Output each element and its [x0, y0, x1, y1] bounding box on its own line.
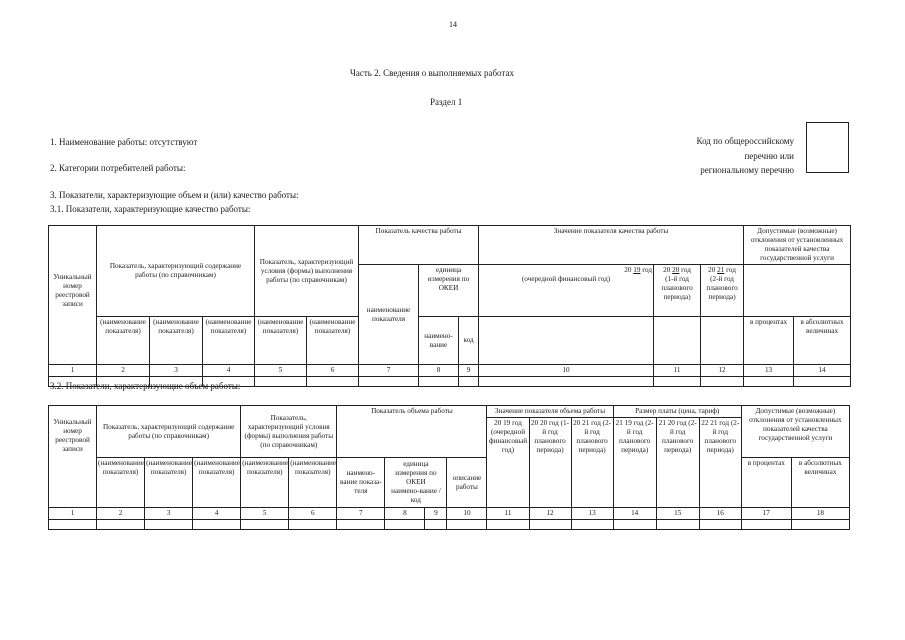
t2-column-number: 17	[741, 508, 791, 520]
t2-column-numbers-row	[49, 508, 850, 520]
t1-year2-prefix: 20	[663, 266, 671, 274]
t2-data-cell[interactable]	[447, 520, 487, 530]
t2-deviation-group-header: Допустимые (возможные) отклонения от установленных показателей качества государственной услуги	[749, 407, 842, 442]
volume-indicators-heading: 3.2. Показатели, характеризующие объем работы:	[50, 381, 241, 391]
t1-column-number: 3	[150, 365, 203, 377]
t2-data-cell[interactable]	[337, 520, 385, 530]
t1-unit-name-header: наимено-вание	[424, 331, 453, 349]
t1-sub-label: (наименование показателя)	[257, 318, 304, 335]
t1-data-cell[interactable]	[255, 377, 307, 387]
t1-year3-prefix: 20	[708, 266, 716, 274]
t1-year1-suffix: год	[642, 266, 653, 274]
t2-fee-year1: 21 19 год (2-й год планового периода)	[615, 419, 654, 454]
t2-in-absolute-header: в абсолютных величинах	[798, 459, 842, 476]
t1-column-number: 10	[479, 365, 654, 377]
t1-data-cell[interactable]	[203, 377, 255, 387]
t1-unit-code-header: код	[463, 336, 474, 344]
t1-year2-suffix: год	[681, 266, 691, 274]
code-label-line-3: региональному перечню	[700, 165, 794, 175]
t1-conditions-group-header: Показатель, характеризующий условия (формы) выполнения работы (по справочникам)	[259, 257, 354, 284]
t2-data-cell[interactable]	[791, 520, 849, 530]
t1-year1-value: 19	[633, 266, 641, 274]
t2-column-number: 7	[337, 508, 385, 520]
consumer-category-line: 2. Категории потребителей работы:	[50, 163, 186, 173]
t1-sub-label: (наименование показателя)	[205, 318, 252, 335]
t1-column-number: 1	[49, 365, 97, 377]
t2-sub-label: (наименование показателя)	[146, 459, 192, 476]
t2-column-number: 15	[656, 508, 699, 520]
t1-data-cell[interactable]	[97, 377, 150, 387]
t2-data-cell[interactable]	[97, 520, 145, 530]
t2-data-cell[interactable]	[49, 520, 97, 530]
t1-quality-group-header: Показатель качества работы	[375, 227, 462, 235]
t1-data-row	[49, 377, 851, 387]
t1-column-number: 7	[359, 365, 419, 377]
t2-data-cell[interactable]	[699, 520, 741, 530]
t2-fee-year3: 22 21 год (2-й год планового периода)	[701, 419, 740, 454]
t1-column-number: 12	[701, 365, 744, 377]
t1-year1-prefix: 20	[624, 266, 632, 274]
t2-fee-year2: 21 20 год (2-й год планового периода)	[658, 419, 697, 454]
t1-column-number: 13	[744, 365, 794, 377]
t1-in-percent-header: в процентах	[749, 318, 788, 326]
t2-value-year3: 20 21 год (2-й год планового периода)	[573, 419, 612, 454]
t1-sub-label: (наименование показателя)	[309, 318, 356, 335]
t2-work-description-header: описание работы	[452, 473, 482, 491]
t2-volume-group-header: Показатель объема работы	[371, 407, 453, 415]
t2-column-number: 12	[529, 508, 571, 520]
t1-in-absolute-header: в абсолютных величинах	[800, 318, 844, 335]
t1-data-cell[interactable]	[459, 377, 479, 387]
code-label-line-1: Код по общероссийскому	[696, 136, 794, 146]
t1-unit-okei-header: единица измерения по ОКЕИ	[427, 266, 470, 292]
t2-unit-okei-header: единица измерения по ОКЕИ	[395, 460, 437, 486]
t1-year3-note: (2-й год планового периода)	[706, 275, 738, 301]
t2-value-year2: 20 20 год (1-й год планового периода)	[531, 419, 570, 454]
t2-data-cell[interactable]	[241, 520, 289, 530]
t1-deviation-group-header: Допустимые (возможные) отклонения от установленных показателей качества государственной услуги	[750, 227, 844, 262]
t1-indicator-name-header: наименование показателя	[366, 305, 411, 323]
t2-data-cell[interactable]	[385, 520, 425, 530]
t2-column-number: 18	[791, 508, 849, 520]
t1-column-number: 2	[97, 365, 150, 377]
t1-column-number: 11	[654, 365, 701, 377]
t2-data-cell[interactable]	[487, 520, 529, 530]
page-number: 14	[449, 20, 457, 29]
t2-content-group-header: Показатель, характеризующий содержание работы (по справочникам)	[102, 422, 235, 440]
t2-sub-label: (наименование показателя)	[242, 459, 289, 476]
t1-data-cell[interactable]	[794, 377, 851, 387]
t2-column-number: 1	[49, 508, 97, 520]
t2-column-number: 6	[289, 508, 337, 520]
t2-column-number: 3	[145, 508, 193, 520]
t2-data-cell[interactable]	[571, 520, 613, 530]
t2-in-percent-header: в процентах	[747, 459, 785, 467]
t2-data-cell[interactable]	[613, 520, 656, 530]
t1-column-numbers-row	[49, 365, 851, 377]
t2-column-number: 11	[487, 508, 529, 520]
t2-conditions-group-header: Показатель, характеризующий условия (формы) выполнения работы (по справочникам)	[244, 413, 334, 449]
t1-year3-suffix: год	[726, 266, 736, 274]
t1-data-cell[interactable]	[359, 377, 419, 387]
t1-data-cell[interactable]	[419, 377, 459, 387]
code-label-line-2: перечню или	[744, 151, 794, 161]
section-title: Раздел 1	[430, 97, 463, 107]
work-name-line: 1. Наименование работы: отсутствуют	[50, 137, 198, 147]
t1-content-group-header: Показатель, характеризующий содержание работы (по справочникам)	[109, 262, 242, 279]
indicators-heading: 3. Показатели, характеризующие объем и (или) качество работы:	[50, 190, 299, 200]
t1-year1-note: (очередной финансовый год)	[521, 275, 611, 283]
t2-data-cell[interactable]	[529, 520, 571, 530]
t1-column-number: 6	[307, 365, 359, 377]
t2-sub-label: (наименование показателя)	[290, 459, 337, 476]
t2-column-number: 4	[193, 508, 241, 520]
t2-data-cell[interactable]	[425, 520, 447, 530]
t2-data-cell[interactable]	[193, 520, 241, 530]
t1-sub-label: (наименование показателя)	[153, 318, 199, 335]
t1-data-cell[interactable]	[49, 377, 97, 387]
t2-sub-label: (наименование показателя)	[98, 459, 144, 476]
t2-data-cell[interactable]	[741, 520, 791, 530]
t2-fee-group-header: Размер платы (цена, тариф)	[635, 407, 720, 415]
t2-column-number: 9	[425, 508, 447, 520]
t2-unique-number-header: Уникальный номер реестровой записи	[53, 417, 92, 453]
t1-data-cell[interactable]	[701, 377, 744, 387]
t2-unit-code-header: код	[410, 496, 421, 504]
t1-year2-value: 20	[672, 266, 680, 274]
t2-data-cell[interactable]	[145, 520, 193, 530]
t2-value-group-header: Значение показателя объема работы	[495, 407, 606, 415]
t1-column-number: 5	[255, 365, 307, 377]
t2-data-row	[49, 520, 850, 530]
t2-column-number: 2	[97, 508, 145, 520]
t2-column-number: 16	[699, 508, 741, 520]
t1-sub-label: (наименование показателя)	[100, 318, 146, 335]
t1-data-cell[interactable]	[744, 377, 794, 387]
t2-data-cell[interactable]	[656, 520, 699, 530]
t1-column-number: 8	[419, 365, 459, 377]
t2-column-number: 13	[571, 508, 613, 520]
part-title: Часть 2. Сведения о выполняемых работах	[350, 68, 514, 78]
t2-column-number: 10	[447, 508, 487, 520]
t2-indicator-name-header: наимено-вание показа-теля	[340, 469, 382, 495]
t1-unique-number-header: Уникальный номер реестровой записи	[53, 272, 92, 308]
t1-year2-note: (1-й год планового периода)	[661, 275, 693, 301]
t2-column-number: 5	[241, 508, 289, 520]
t2-data-cell[interactable]	[289, 520, 337, 530]
quality-table	[48, 225, 851, 387]
t2-sub-label: (наименование показателя)	[194, 459, 240, 476]
t1-data-cell[interactable]	[307, 377, 359, 387]
quality-indicators-heading: 3.1. Показатели, характеризующие качество работы:	[50, 204, 251, 214]
t1-column-number: 14	[794, 365, 851, 377]
registry-code-field[interactable]	[806, 122, 849, 173]
t2-unit-name-header: наимено-вание	[391, 487, 437, 495]
t1-data-cell[interactable]	[479, 377, 654, 387]
t2-value-year1: 20 19 год (очередной финансовый год)	[488, 419, 528, 454]
t2-column-number: 14	[613, 508, 656, 520]
t1-data-cell[interactable]	[150, 377, 203, 387]
t1-value-group-header: Значение показателя качества работы	[553, 227, 669, 235]
t1-column-number: 9	[459, 365, 479, 377]
t2-column-number: 8	[385, 508, 425, 520]
t1-year3-value: 21	[717, 266, 725, 274]
volume-table: Уникальный номер реестровой записи Показатель, характеризующий содержание работы (по справочникам) Показатель, характеризующий условия (формы) выполнения работы (по справочникам) Показатель объема работы Значение показателя объема работы Размер платы (цена, тариф) Допустимые (возможные) отклонения от установленных показателей качества государственной услуги 20 19 год (очередной финансовый год) 20 20 год (1-й год планового периода) 20 21 год (2-й год планового периода) 21 19 год (2-й год планового периода) 21 20 год (2-й год планового периода) 22 21 год (2-й год планового периода) (наименование показателя) (наименование показателя) (наименование показателя) (наименование показателя) (наименование показателя) наимено-вание показа-теля единица измерения по ОКЕИ наимено-вание / код описание работы в процентах в абсолютных величинах 1 2 3 4 5 6 7 8 9 10 11 12 13 14 15 16 17 18	[48, 405, 850, 530]
t1-data-cell[interactable]	[654, 377, 701, 387]
t1-column-number: 4	[203, 365, 255, 377]
